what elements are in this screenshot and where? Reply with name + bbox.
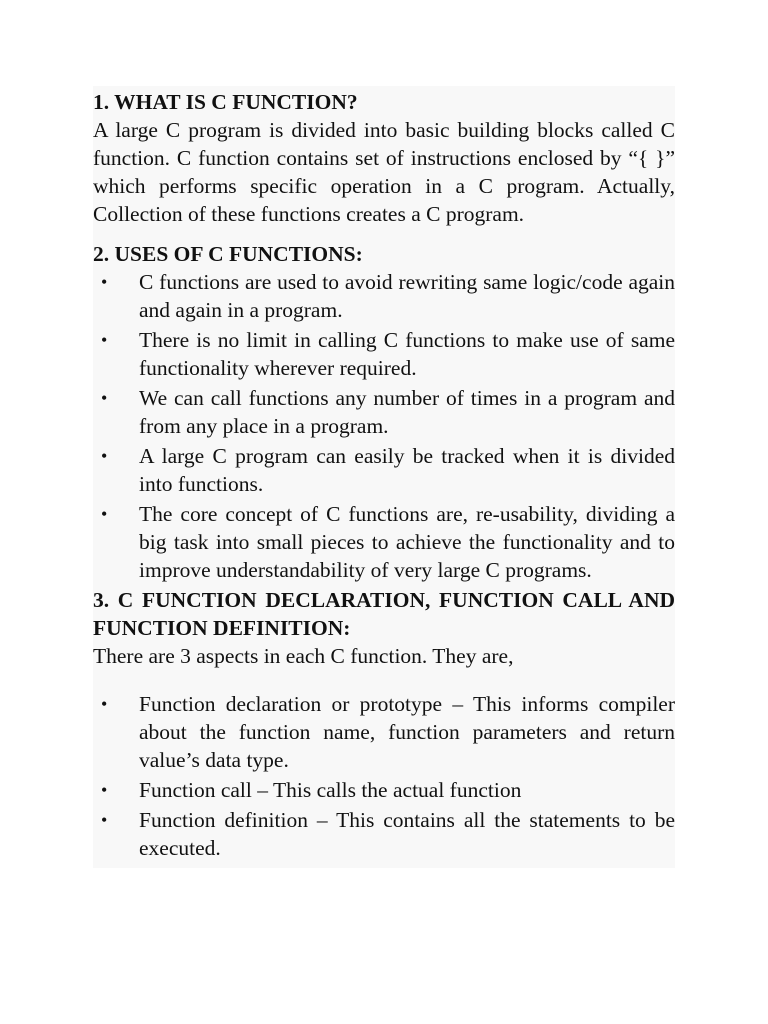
spacer: [93, 670, 675, 690]
spacer: [93, 228, 675, 240]
section1-paragraph: A large C program is divided into basic building blocks called C function. C function contains set of instructions enclosed by “{ }” which performs specific operation in a C program. Actually, Collection of these functions creates a C program.: [93, 118, 675, 226]
document-body: [93, 86, 675, 868]
bullet-icon: •: [101, 272, 108, 292]
list-item: [93, 442, 675, 498]
list-item: [93, 384, 675, 440]
section3-intro: There are 3 aspects in each C function. They are,: [93, 644, 514, 668]
bullet-icon: •: [101, 330, 108, 350]
list-item-text: C functions are used to avoid rewriting same logic/code again and again in a program.: [139, 270, 675, 322]
bullet-icon: •: [101, 446, 108, 466]
list-item: [93, 690, 675, 774]
list-item-text: Function declaration or prototype – This informs compiler about the function name, function parameters and return value’s data type.: [139, 692, 675, 772]
list-item: [93, 268, 675, 324]
bullet-icon: •: [101, 388, 108, 408]
section2-heading: 2. USES OF C FUNCTIONS:: [93, 242, 363, 266]
uses-list: [93, 268, 675, 584]
list-item-text: A large C program can easily be tracked when it is divided into functions.: [139, 444, 675, 496]
list-item: [93, 806, 675, 862]
list-item-text: We can call functions any number of times in a program and from any place in a program.: [139, 386, 675, 438]
list-item-text: There is no limit in calling C functions to make use of same functionality wherever required.: [139, 328, 675, 380]
list-item: [93, 500, 675, 584]
section1-heading: 1. WHAT IS C FUNCTION?: [93, 90, 358, 114]
bullet-icon: •: [101, 694, 108, 714]
list-item-text: Function definition – This contains all the statements to be executed.: [139, 808, 675, 860]
bullet-icon: •: [101, 780, 108, 800]
bullet-icon: •: [101, 504, 108, 524]
list-item-text: Function call – This calls the actual function: [139, 778, 522, 802]
list-item: [93, 776, 675, 804]
list-item: [93, 326, 675, 382]
section3-heading: 3. C FUNCTION DECLARATION, FUNCTION CALL AND FUNCTION DEFINITION:: [93, 588, 675, 640]
list-item-text: The core concept of C functions are, re-usability, dividing a big task into small pieces to achieve the functionality and to improve understandability of very large C programs.: [139, 502, 675, 582]
aspects-list: [93, 690, 675, 862]
bullet-icon: •: [101, 810, 108, 830]
